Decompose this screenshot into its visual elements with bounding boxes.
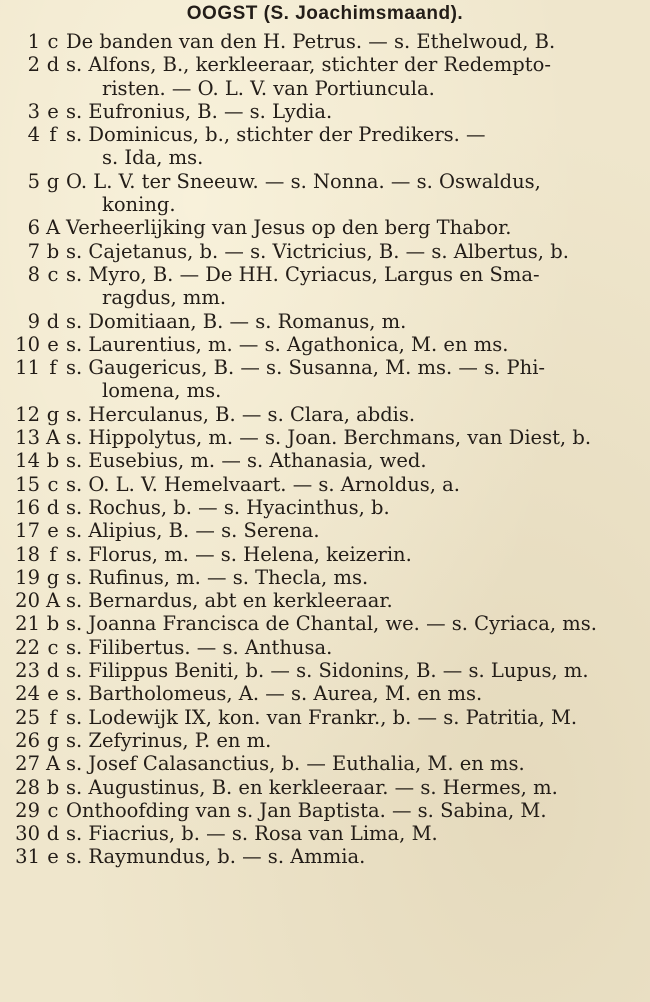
calendar-entry xyxy=(0,682,650,705)
feast-line: s. Alfons, B., kerkleeraar, stichter der Redempto- xyxy=(66,53,551,77)
day-number: 10 xyxy=(15,332,40,356)
page-title: OOGST (S. Joachimsmaand). xyxy=(186,3,464,24)
calendar-entry xyxy=(0,799,650,822)
feast-line: Verheerlijking van Jesus op den berg Thabor. xyxy=(66,216,512,240)
day-number: 31 xyxy=(15,845,40,869)
dominical-letter: e xyxy=(47,99,59,123)
feast-description xyxy=(66,30,650,53)
feast-line: s. Rochus, b. — s. Hyacinthus, b. xyxy=(66,495,390,519)
feast-line: s. Cajetanus, b. — s. Victricius, B. — s. Albertus, b. xyxy=(66,239,569,263)
feast-description xyxy=(66,216,650,239)
feast-line: s. Bernardus, abt en kerkleeraar. xyxy=(66,589,393,613)
feast-description xyxy=(66,822,650,845)
feast-line: s. Lodewijk IX, kon. van Frankr., b. — s. Patritia, M. xyxy=(66,705,578,729)
feast-line: s. Florus, m. — s. Helena, keizerin. xyxy=(66,542,412,566)
feast-line: lomena, ms. xyxy=(102,379,222,403)
calendar-entry xyxy=(0,356,650,403)
feast-line: s. Myro, B. — De HH. Cyriacus, Largus en Sma- xyxy=(66,262,540,286)
feast-line: s. Bartholomeus, A. — s. Aurea, M. en ms. xyxy=(66,682,483,706)
calendar-entry xyxy=(0,123,650,170)
feast-line: s. Zefyrinus, P. en m. xyxy=(66,728,272,752)
day-number: 25 xyxy=(15,705,40,729)
feast-line: s. O. L. V. Hemelvaart. — s. Arnoldus, a. xyxy=(66,472,461,496)
calendar-entry xyxy=(0,263,650,310)
day-number: 8 xyxy=(27,262,40,286)
calendar-entry xyxy=(0,822,650,845)
day-number: 6 xyxy=(27,216,40,240)
feast-description xyxy=(66,356,650,403)
dominical-letter: c xyxy=(47,262,59,286)
feast-description xyxy=(66,333,650,356)
day-number: 2 xyxy=(27,53,40,77)
calendar-entry xyxy=(0,706,650,729)
day-number: 23 xyxy=(15,659,40,683)
feast-line: s. Augustinus, B. en kerkleeraar. — s. Hermes, m. xyxy=(66,775,558,799)
calendar-entry xyxy=(0,240,650,263)
feast-line: s. Dominicus, b., stichter der Predikers. — xyxy=(66,123,486,147)
feast-line: s. Fiacrius, b. — s. Rosa van Lima, M. xyxy=(66,822,438,846)
day-number: 12 xyxy=(15,402,40,426)
feast-description xyxy=(66,449,650,472)
calendar-entry xyxy=(0,776,650,799)
dominical-letter: A xyxy=(45,216,61,240)
calendar-entry xyxy=(0,449,650,472)
dominical-letter: c xyxy=(47,30,59,53)
feast-line: s. Hippolytus, m. — s. Joan. Berchmans, van Diest, b. xyxy=(66,426,592,450)
day-number: 28 xyxy=(15,775,40,799)
day-number: 3 xyxy=(27,99,40,123)
calendar-entries xyxy=(0,30,650,869)
feast-line: Onthoofding van s. Jan Baptista. — s. Sabina, M. xyxy=(66,798,547,822)
feast-description xyxy=(66,53,650,100)
dominical-letter: e xyxy=(47,519,59,543)
calendar-entry xyxy=(0,310,650,333)
feast-description xyxy=(66,845,650,868)
calendar-entry xyxy=(0,543,650,566)
dominical-letter: c xyxy=(47,635,59,659)
calendar-entry xyxy=(0,333,650,356)
feast-line: s. Alipius, B. — s. Serena. xyxy=(66,519,320,543)
day-number: 21 xyxy=(15,612,40,636)
feast-description xyxy=(66,403,650,426)
feast-description xyxy=(66,799,650,822)
dominical-letter: g xyxy=(46,169,60,193)
feast-description xyxy=(66,682,650,705)
day-number: 22 xyxy=(15,635,40,659)
feast-line: De banden van den H. Petrus. — s. Ethelwoud, B. xyxy=(66,30,556,53)
feast-description xyxy=(66,100,650,123)
calendar-entry xyxy=(0,659,650,682)
feast-description xyxy=(66,519,650,542)
day-number: 26 xyxy=(15,728,40,752)
day-number: 4 xyxy=(27,123,40,147)
feast-line: s. Filippus Beniti, b. — s. Sidonins, B. — s. Lupus, m. xyxy=(66,659,589,683)
calendar-entry xyxy=(0,845,650,868)
dominical-letter: f xyxy=(49,542,57,566)
feast-line: s. Rufinus, m. — s. Thecla, ms. xyxy=(66,565,369,589)
dominical-letter: f xyxy=(49,356,57,380)
dominical-letter: b xyxy=(46,239,60,263)
feast-description xyxy=(66,123,650,170)
feast-line: s. Joanna Francisca de Chantal, we. — s. Cyriaca, ms. xyxy=(66,612,597,636)
feast-line: s. Domitiaan, B. — s. Romanus, m. xyxy=(66,309,407,333)
dominical-letter: d xyxy=(46,309,60,333)
day-number: 7 xyxy=(27,239,40,263)
day-number: 18 xyxy=(15,542,40,566)
dominical-letter: c xyxy=(47,472,59,496)
calendar-entry xyxy=(0,170,650,217)
calendar-entry xyxy=(0,566,650,589)
feast-description xyxy=(66,566,650,589)
feast-description xyxy=(66,263,650,310)
feast-description xyxy=(66,240,650,263)
dominical-letter: b xyxy=(46,449,60,473)
day-number: 24 xyxy=(15,682,40,706)
calendar-entry xyxy=(0,216,650,239)
calendar-entry xyxy=(0,426,650,449)
calendar-entry xyxy=(0,53,650,100)
calendar-entry xyxy=(0,30,650,53)
dominical-letter: f xyxy=(49,123,57,147)
feast-description xyxy=(66,426,650,449)
dominical-letter: A xyxy=(45,426,61,450)
calendar-entry xyxy=(0,729,650,752)
feast-line: s. Laurentius, m. — s. Agathonica, M. en ms. xyxy=(66,332,509,356)
dominical-letter: g xyxy=(46,728,60,752)
dominical-letter: A xyxy=(45,589,61,613)
feast-description xyxy=(66,612,650,635)
day-number: 1 xyxy=(27,30,40,53)
dominical-letter: e xyxy=(47,682,59,706)
feast-description xyxy=(66,706,650,729)
feast-line: s. Josef Calasanctius, b. — Euthalia, M. en ms. xyxy=(66,752,525,776)
calendar-entry xyxy=(0,100,650,123)
dominical-letter: g xyxy=(46,402,60,426)
day-number: 14 xyxy=(15,449,40,473)
calendar-entry xyxy=(0,589,650,612)
feast-line: risten. — O. L. V. van Portiuncula. xyxy=(102,76,435,100)
day-number: 15 xyxy=(15,472,40,496)
dominical-letter: A xyxy=(45,752,61,776)
day-number: 17 xyxy=(15,519,40,543)
dominical-letter: f xyxy=(49,705,57,729)
calendar-entry xyxy=(0,519,650,542)
feast-line: s. Herculanus, B. — s. Clara, abdis. xyxy=(66,402,416,426)
dominical-letter: d xyxy=(46,53,60,77)
dominical-letter: b xyxy=(46,612,60,636)
feast-description xyxy=(66,636,650,659)
day-number: 13 xyxy=(15,426,40,450)
calendar-entry xyxy=(0,403,650,426)
dominical-letter: e xyxy=(47,332,59,356)
feast-line: s. Filibertus. — s. Anthusa. xyxy=(66,635,333,659)
feast-line: s. Eusebius, m. — s. Athanasia, wed. xyxy=(66,449,427,473)
day-number: 27 xyxy=(15,752,40,776)
feast-description xyxy=(66,659,650,682)
feast-line: ragdus, mm. xyxy=(102,286,227,310)
calendar-entry xyxy=(0,752,650,775)
day-number: 5 xyxy=(27,169,40,193)
day-number: 30 xyxy=(15,822,40,846)
day-number: 9 xyxy=(27,309,40,333)
feast-description xyxy=(66,496,650,519)
dominical-letter: d xyxy=(46,495,60,519)
feast-line: O. L. V. ter Sneeuw. — s. Nonna. — s. Oswaldus, xyxy=(66,169,541,193)
feast-description xyxy=(66,589,650,612)
calendar-entry xyxy=(0,496,650,519)
feast-description xyxy=(66,310,650,333)
feast-line: s. Ida, ms. xyxy=(102,146,204,170)
calendar-entry xyxy=(0,473,650,496)
feast-line: s. Gaugericus, B. — s. Susanna, M. ms. — s. Phi- xyxy=(66,356,546,380)
feast-description xyxy=(66,729,650,752)
day-number: 20 xyxy=(15,589,40,613)
feast-description xyxy=(66,776,650,799)
dominical-letter: b xyxy=(46,775,60,799)
feast-line: koning. xyxy=(102,193,176,217)
dominical-letter: d xyxy=(46,822,60,846)
dominical-letter: c xyxy=(47,798,59,822)
dominical-letter: e xyxy=(47,845,59,869)
feast-description xyxy=(66,473,650,496)
feast-description xyxy=(66,170,650,217)
feast-description xyxy=(66,543,650,566)
feast-line: s. Eufronius, B. — s. Lydia. xyxy=(66,99,333,123)
feast-description xyxy=(66,752,650,775)
dominical-letter: d xyxy=(46,659,60,683)
calendar-entry xyxy=(0,612,650,635)
day-number: 29 xyxy=(15,798,40,822)
day-number: 11 xyxy=(15,356,40,380)
feast-line: s. Raymundus, b. — s. Ammia. xyxy=(66,845,366,869)
calendar-entry xyxy=(0,636,650,659)
day-number: 16 xyxy=(15,495,40,519)
day-number: 19 xyxy=(15,565,40,589)
dominical-letter: g xyxy=(46,565,60,589)
